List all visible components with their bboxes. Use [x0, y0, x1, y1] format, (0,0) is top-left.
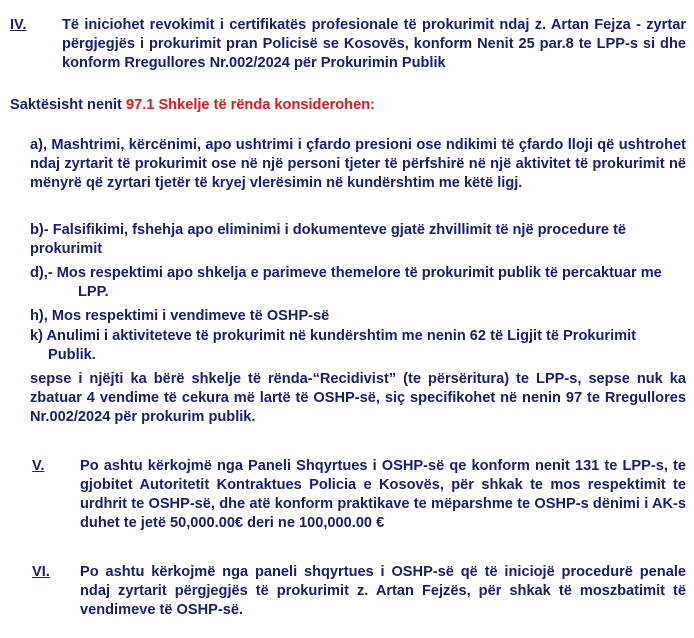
item-a: a), Mashtrimi, kërcënimi, apo ushtrimi i çfardo presioni ose ndikimi të çfardo lloji që ushtrohet ndaj zyrtarit të prokurimit ose në një personi tjeter të përfshirë në një aktivitet të prokurimit në mënyrë që zyrtari tjetër të kryej vlerësimin në kundërshtim me këtë ligj. — [30, 137, 686, 191]
saktesisht-highlight: 97.1 Shkelje të rënda konsiderohen: — [125, 97, 375, 113]
saktesisht-lead: Saktësisht nenit — [10, 97, 126, 113]
item-b: b)- Falsifikimi, fshehja apo eliminimi i dokumenteve gjatë zhvillimit të një procedure të prokurimit — [30, 222, 627, 257]
section-vi-text: Po ashtu kërkojmë nga paneli shqyrtues i OSHP-së që të iniciojë procedurë penale ndaj zyrtarit përgjegjës të prokurimit z. Artan Fejzës, për shkak të moszbatimit të vendimeve të OSHP-së. — [80, 564, 686, 618]
item-d: d),- Mos respektimi apo shkelja e parimeve themelore të prokurimit publik të percaktuar me LPP. — [30, 265, 662, 300]
item-h: h), Mos respektimi i vendimeve të OSHP-së — [30, 308, 330, 324]
section-iv-text: Të iniciohet revokimit i certifikatës profesionale të prokurimit ndaj z. Artan Fejza - zyrtar përgjegjës i prokurimit pran Policisë se Kosovës, konform Nenit 25 par.8 te LPP-s si dhe konform Rregullores Nr.002/2024 për Prokurimin Publik — [62, 17, 686, 71]
section-iv-number: IV. — [10, 17, 27, 33]
recidivist-paragraph: sepse i njëjti ka bërë shkelje të rënda-“Recidivist” (te përsëritura) te LPP-s, sepse nuk ka zbatuar 4 vendime të cekura më lartë të OSHP-së, siç specifikohet në nenin 97 te Rregullores Nr.002/2024 për prokurim publik. — [30, 371, 686, 425]
section-vi-number: VI. — [32, 564, 50, 580]
saktesisht-line — [10, 96, 686, 115]
section-v-number: V. — [32, 458, 45, 474]
section-v-text: Po ashtu kërkojmë nga Paneli Shqyrtues i OSHP-së qe konform nenit 131 te LPP-s, te gjobitet Autoritetit Kontraktues Policia e Kosovës, për shkak te mos respektimit te urdhrit te OSHP-së, dhe atë konform praktikave te mëparshme te OSHP-s dënimi i AK-s duhet te jetë 50,000.00€ deri ne 100,000.00 € — [80, 458, 686, 531]
item-k: k) Anulimi i aktiviteteve të prokurimit në kundërshtim me nenin 62 të Ligjit të Prokurimit Publik. — [30, 328, 637, 363]
